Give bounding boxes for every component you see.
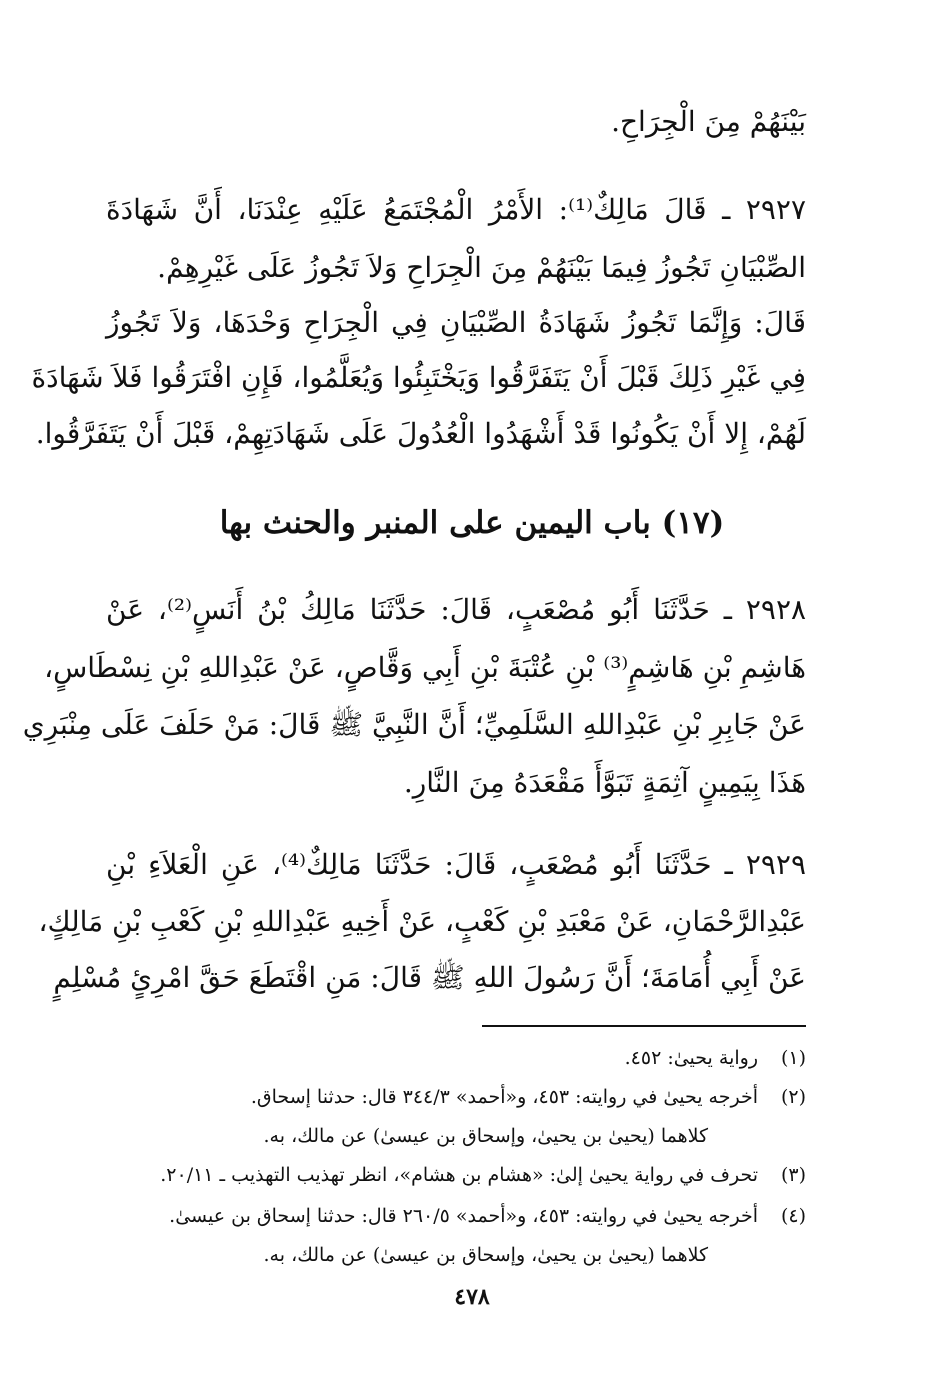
footnote-continuation: كلاهما (يحيىٰ بن يحيىٰ، وإسحاق بن عيسىٰ) عن مالك، به. [263, 1244, 708, 1266]
footnote-number: (١) [780, 1047, 806, 1069]
text-line: ٢٩٢٧ ـ قَالَ مَالِكٌ⁽¹⁾: الأَمْرُ الْمُجْتَمَعُ عَلَيْهِ عِنْدَنَا، أَنَّ شَهَادَةَ [106, 193, 806, 226]
text-line: بَيْنَهُمْ مِنَ الْجِرَاحِ. [611, 105, 806, 138]
text-line: لَهُمْ، إِلا أَنْ يَكُونُوا قَدْ أَشْهَدُوا الْعُدُولَ عَلَى شَهَادَتِهِمْ، قَبْلَ أَنْ يَتَفَرَّقُوا. [35, 417, 806, 450]
footnote-text: أخرجه يحيىٰ في روايته: ٤٥٣، و«أحمد» ٢٦٠/٥ قال: حدثنا إسحاق بن عيسىٰ. [169, 1205, 758, 1227]
footnote-number: (٤) [780, 1205, 806, 1227]
footnote-continuation: كلاهما (يحيىٰ بن يحيىٰ، وإسحاق بن عيسىٰ) عن مالك، به. [263, 1125, 708, 1147]
text-line: الصِّبْيَانِ تَجُوزُ فِيمَا بَيْنَهُمْ مِنَ الْجِرَاحِ وَلاَ تَجُوزُ عَلَى غَيْرِهِمْ. [157, 251, 806, 284]
text-line: ٢٩٢٨ ـ حَدَّثَنَا أَبُو مُصْعَبٍ، قَالَ: حَدَّثَنَا مَالِكُ بْنُ أَنَسٍ⁽²⁾، عَنْ [106, 593, 807, 626]
text-line: هَذَا بِيَمِينٍ آثِمَةٍ تَبَوَّأَ مَقْعَدَهُ مِنَ النَّارِ. [403, 766, 806, 799]
page-number: ٤٧٨ [454, 1284, 490, 1310]
footnote-separator [482, 1025, 806, 1027]
text-line: عَنْ أَبِي أُمَامَةَ؛ أَنَّ رَسُولَ اللهِ ﷺ قَالَ: مَنِ اقْتَطَعَ حَقَّ امْرِئٍ مُسْلِمٍ [53, 961, 806, 994]
footnote-text: رواية يحيىٰ: ٤٥٢. [624, 1047, 758, 1069]
text-line: فِي غَيْرِ ذَلِكَ قَبْلَ أَنْ يَتَفَرَّقُوا وَيَخْتَبِئُوا وَيُعَلَّمُوا، فَإِنِ افْتَرَقُوا فَلاَ شَهَادَةَ [31, 361, 806, 394]
footnote-text: أخرجه يحيىٰ في روايته: ٤٥٣، و«أحمد» ٣٤٤/٣ قال: حدثنا إسحاق. [250, 1086, 758, 1108]
footnote-number: (٢) [780, 1086, 806, 1108]
text-line: عَنْ جَابِرِ بْنِ عَبْدِاللهِ السَّلَمِيِّ؛ أَنَّ النَّبِيَّ ﷺ قَالَ: مَنْ حَلَفَ عَلَى مِنْبَرِي [22, 708, 806, 741]
text-line: ٢٩٢٩ ـ حَدَّثَنَا أَبُو مُصْعَبٍ، قَالَ: حَدَّثَنَا مَالِكٌ⁽⁴⁾، عَنِ الْعَلاَءِ بْنِ [106, 848, 806, 881]
section-heading: (١٧) باب اليمين على المنبر والحنث بها [219, 505, 725, 541]
text-line: هَاشِمِ بْنِ هَاشِمٍ⁽³⁾ بْنِ عُتْبَةَ بْنِ أَبِي وَقَّاصٍ، عَنْ عَبْدِاللهِ بْنِ نِسْطَاسٍ، [44, 651, 806, 684]
footnote-text: تحرف في رواية يحيىٰ إلىٰ: «هشام بن هشام»، انظر تهذيب التهذيب ـ ٢٠/١١. [160, 1164, 758, 1186]
text-line: عَبْدِالرَّحْمَانِ، عَنْ مَعْبَدِ بْنِ كَعْبٍ، عَنْ أَخِيهِ عَبْدِاللهِ بْنِ كَعْبِ بْنِ مَالِكٍ، [38, 905, 806, 938]
footnote-number: (٣) [780, 1164, 806, 1186]
text-line: قَالَ: وَإِنَّمَا تَجُوزُ شَهَادَةُ الصِّبْيَانِ فِي الْجِرَاحِ وَحْدَهَا، وَلاَ تَجُوزُ [106, 306, 806, 339]
